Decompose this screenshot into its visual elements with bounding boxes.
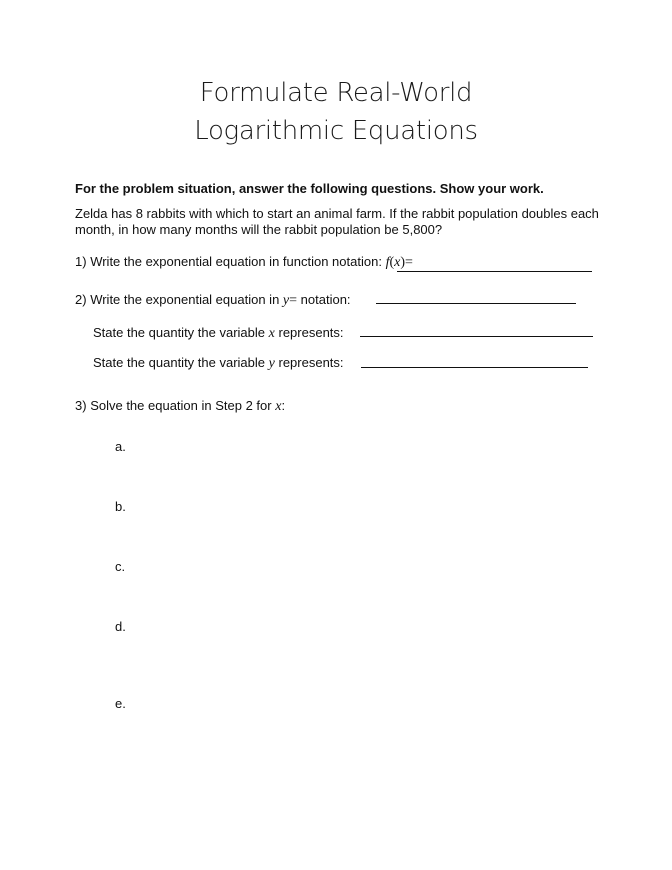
question-1-text: Write the exponential equation in function notation: [90,254,382,269]
math-x: x [275,399,282,414]
answer-line-state-x[interactable] [360,336,593,337]
step-c: c. [115,559,126,574]
state-y-prompt [93,355,344,372]
question-1-number: 1) [75,254,87,269]
math-open-paren: ( [389,255,395,270]
state-y-text: State the quantity the variable [93,355,266,370]
question-1 [75,254,413,271]
question-2-text-after: notation: [300,292,351,307]
math-equals: = [405,255,413,270]
step-a: a. [115,439,126,454]
state-x-prompt [93,325,344,342]
instructions: For the problem situation, answer the following questions. Show your work. [75,181,544,196]
answer-line-q2[interactable] [376,303,576,304]
question-3-text: Solve the equation in Step 2 for [90,398,272,413]
math-y: y [268,356,275,371]
math-x: x [268,326,275,341]
problem-statement: Zelda has 8 rabbits with which to start an animal farm. If the rabbit population doubles each month, in how many months will the rabbit population be 5,800? [75,206,599,237]
question-2-text: Write the exponential equation in [90,292,280,307]
state-y-represents: represents: [278,355,344,370]
answer-line-state-y[interactable] [361,367,588,368]
state-x-represents: represents: [278,325,344,340]
step-e: e. [115,696,126,711]
title-line-1: Formulate Real-World [199,78,473,108]
question-2-number: 2) [75,292,87,307]
math-y: y [282,293,290,308]
title-line-2: Logarithmic Equations [194,116,478,146]
question-3 [75,398,285,415]
question-2 [75,292,351,309]
state-x-text: State the quantity the variable [93,325,266,340]
question-3-number: 3) [75,398,87,413]
math-x: x [394,255,401,270]
math-close-paren: ) [400,255,406,270]
step-b: b. [115,499,126,514]
colon: : [281,398,286,413]
math-equals: = [289,293,298,308]
math-f: f [385,255,390,270]
answer-line-q1[interactable] [397,271,592,272]
step-d: d. [115,619,126,634]
